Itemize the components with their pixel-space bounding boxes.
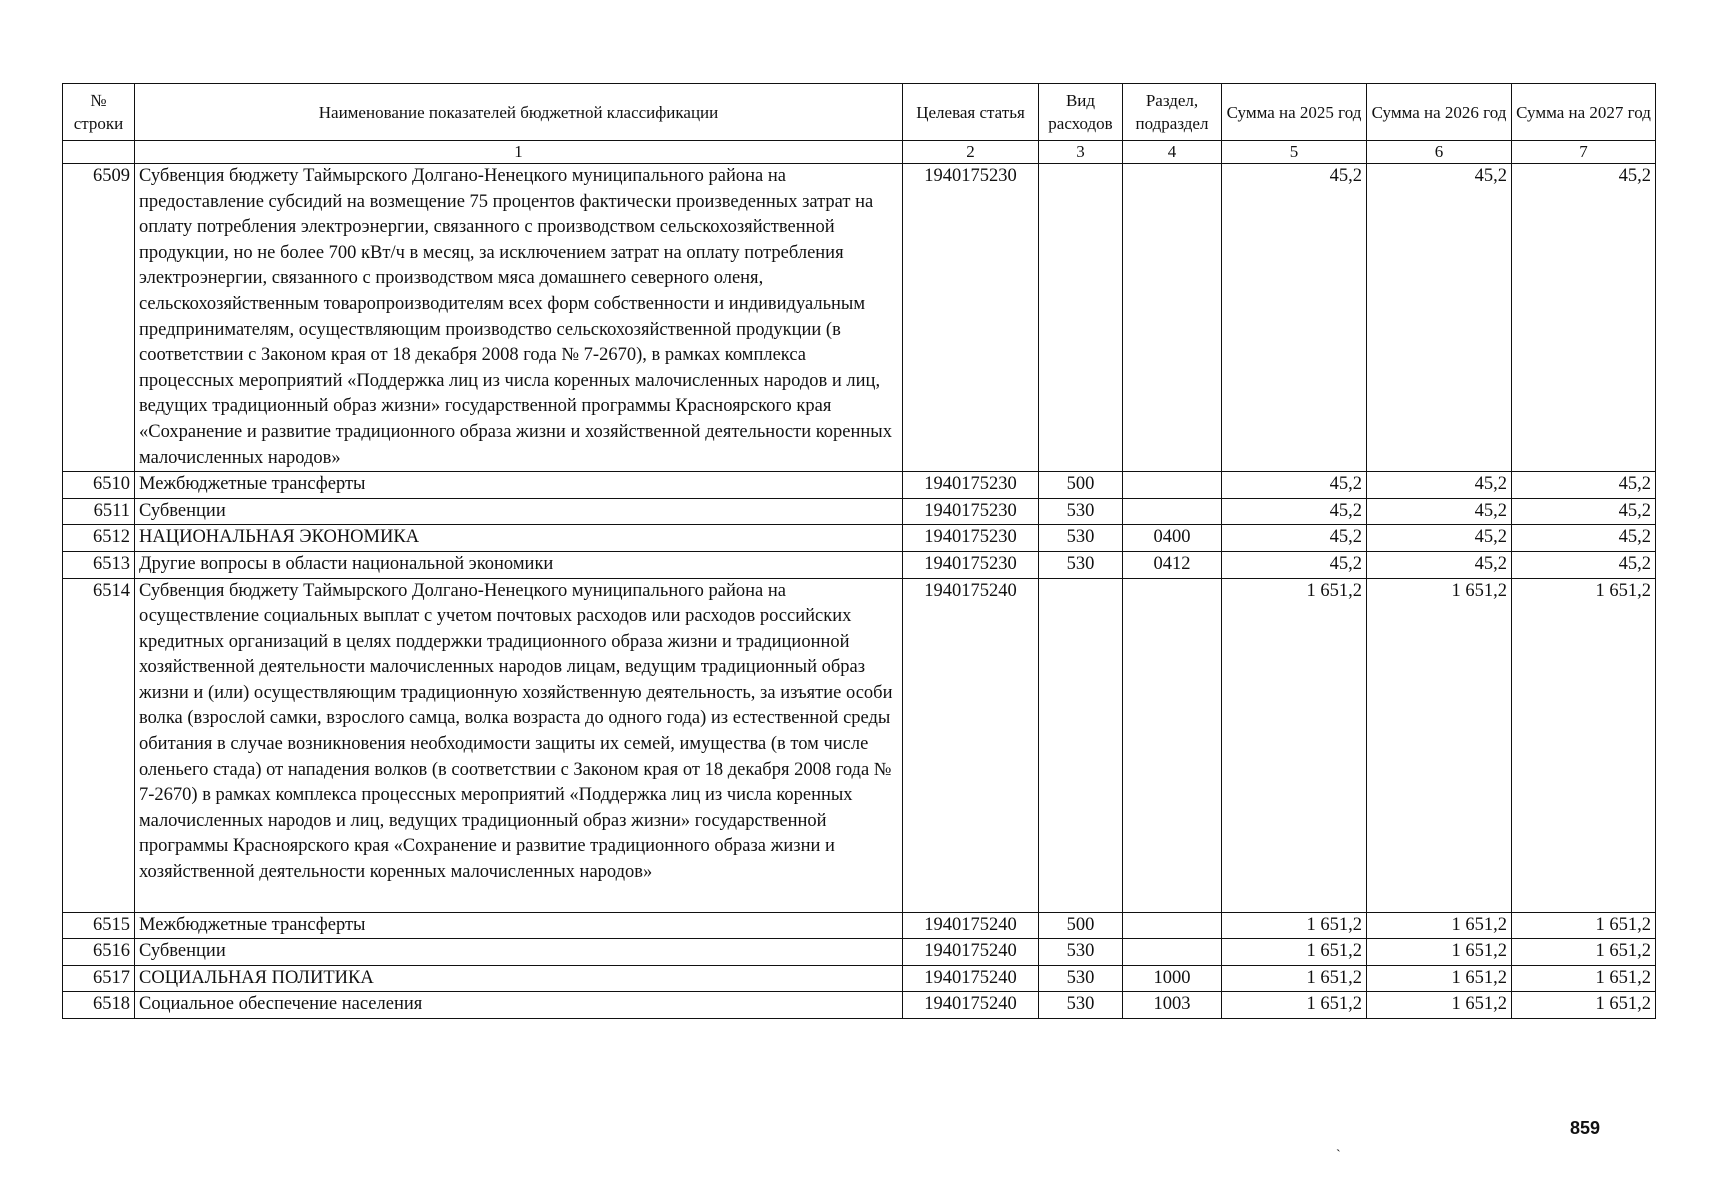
row-number: 6511 xyxy=(63,498,135,525)
row-sum-2027: 1 651,2 xyxy=(1512,965,1656,992)
row-section: 1000 xyxy=(1123,965,1222,992)
column-number: 5 xyxy=(1222,141,1367,164)
row-sum-2027: 1 651,2 xyxy=(1512,912,1656,939)
budget-table xyxy=(62,83,1656,1019)
row-name: Субвенция бюджету Таймырского Долгано-Ненецкого муниципального района на осуществление социальных выплат с учетом почтовых расходов или расходов российских кредитных организаций в целях поддержки традиционного образа жизни и традиционной хозяйственной деятельности малочисленных народов лицам, ведущим традиционный образ жизни и (или) осуществляющим традиционную хозяйственную деятельность, за изъятие особи волка (взрослой самки, взрослого самца, волка возраста до одного года) из естественной среды обитания в случае возникновения необходимости защиты их семей, имущества (в том числе оленьего стада) от нападения волков (в соответствии с Законом края от 18 декабря 2008 года № 7-2670) в рамках комплекса процессных мероприятий «Поддержка лиц из числа коренных малочисленных народов и лиц, ведущих традиционный образ жизни» государственной программы Красноярского края «Сохранение и развитие традиционного образа жизни и хозяйственной деятельности коренных малочисленных народов» xyxy=(135,578,903,912)
column-number xyxy=(63,141,135,164)
row-number: 6510 xyxy=(63,472,135,499)
row-number: 6516 xyxy=(63,939,135,966)
row-sum-2026: 45,2 xyxy=(1367,472,1512,499)
column-number: 3 xyxy=(1039,141,1123,164)
row-number: 6513 xyxy=(63,551,135,578)
table-row xyxy=(63,164,1656,472)
table-row xyxy=(63,551,1656,578)
row-target: 1940175230 xyxy=(903,164,1039,472)
row-sum-2026: 45,2 xyxy=(1367,525,1512,552)
row-target: 1940175240 xyxy=(903,578,1039,912)
row-section xyxy=(1123,472,1222,499)
row-sum-2025: 45,2 xyxy=(1222,525,1367,552)
row-sum-2025: 1 651,2 xyxy=(1222,965,1367,992)
row-target: 1940175240 xyxy=(903,992,1039,1019)
row-expense-type: 530 xyxy=(1039,498,1123,525)
row-section: 1003 xyxy=(1123,992,1222,1019)
row-expense-type xyxy=(1039,578,1123,912)
table-row xyxy=(63,965,1656,992)
row-sum-2025: 45,2 xyxy=(1222,164,1367,472)
row-name: Субвенции xyxy=(135,498,903,525)
row-sum-2027: 1 651,2 xyxy=(1512,992,1656,1019)
row-sum-2025: 45,2 xyxy=(1222,498,1367,525)
table-row xyxy=(63,912,1656,939)
row-target: 1940175240 xyxy=(903,912,1039,939)
row-sum-2025: 1 651,2 xyxy=(1222,939,1367,966)
row-name: НАЦИОНАЛЬНАЯ ЭКОНОМИКА xyxy=(135,525,903,552)
row-expense-type: 500 xyxy=(1039,472,1123,499)
row-expense-type: 530 xyxy=(1039,992,1123,1019)
header-target: Целевая статья xyxy=(903,84,1039,141)
row-name: Социальное обеспечение населения xyxy=(135,992,903,1019)
row-name: Межбюджетные трансферты xyxy=(135,472,903,499)
row-section xyxy=(1123,578,1222,912)
header-sum-2027: Сумма на 2027 год xyxy=(1512,84,1656,141)
row-name: СОЦИАЛЬНАЯ ПОЛИТИКА xyxy=(135,965,903,992)
row-name: Межбюджетные трансферты xyxy=(135,912,903,939)
row-target: 1940175230 xyxy=(903,498,1039,525)
table-row xyxy=(63,992,1656,1019)
row-target: 1940175230 xyxy=(903,551,1039,578)
header-sum-2025: Сумма на 2025 год xyxy=(1222,84,1367,141)
scan-speck: ` xyxy=(1336,1148,1341,1163)
row-sum-2025: 45,2 xyxy=(1222,551,1367,578)
row-number: 6514 xyxy=(63,578,135,912)
row-sum-2026: 1 651,2 xyxy=(1367,992,1512,1019)
row-number: 6512 xyxy=(63,525,135,552)
row-sum-2027: 1 651,2 xyxy=(1512,578,1656,912)
column-number: 2 xyxy=(903,141,1039,164)
row-section: 0412 xyxy=(1123,551,1222,578)
row-sum-2026: 45,2 xyxy=(1367,498,1512,525)
row-target: 1940175240 xyxy=(903,965,1039,992)
row-sum-2027: 45,2 xyxy=(1512,164,1656,472)
column-number: 4 xyxy=(1123,141,1222,164)
row-sum-2026: 1 651,2 xyxy=(1367,578,1512,912)
header-section: Раздел, подраздел xyxy=(1123,84,1222,141)
row-expense-type: 530 xyxy=(1039,965,1123,992)
table-row xyxy=(63,498,1656,525)
row-number: 6515 xyxy=(63,912,135,939)
row-section: 0400 xyxy=(1123,525,1222,552)
row-sum-2026: 45,2 xyxy=(1367,551,1512,578)
row-sum-2026: 1 651,2 xyxy=(1367,939,1512,966)
header-row-number: № строки xyxy=(63,84,135,141)
table-row xyxy=(63,578,1656,912)
row-name: Субвенции xyxy=(135,939,903,966)
row-sum-2027: 45,2 xyxy=(1512,525,1656,552)
row-number: 6517 xyxy=(63,965,135,992)
column-number: 6 xyxy=(1367,141,1512,164)
row-expense-type xyxy=(1039,164,1123,472)
row-sum-2026: 1 651,2 xyxy=(1367,912,1512,939)
row-section xyxy=(1123,164,1222,472)
table-row xyxy=(63,525,1656,552)
row-sum-2027: 45,2 xyxy=(1512,472,1656,499)
row-sum-2025: 1 651,2 xyxy=(1222,578,1367,912)
table-header xyxy=(63,84,1656,164)
row-sum-2026: 45,2 xyxy=(1367,164,1512,472)
row-sum-2027: 1 651,2 xyxy=(1512,939,1656,966)
row-number: 6509 xyxy=(63,164,135,472)
row-section xyxy=(1123,912,1222,939)
row-expense-type: 530 xyxy=(1039,551,1123,578)
row-target: 1940175240 xyxy=(903,939,1039,966)
row-name: Субвенция бюджету Таймырского Долгано-Ненецкого муниципального района на предоставление субсидий на возмещение 75 процентов фактически произведенных затрат на оплату потребления электроэнергии, связанного с производством сельскохозяйственной продукции, но не более 700 кВт/ч в месяц, за исключением затрат на оплату потребления электроэнергии, связанного с производством мяса домашнего северного оленя, сельскохозяйственным товаропроизводителям всех форм собственности и индивидуальным предпринимателям, осуществляющим производство сельскохозяйственной продукции (в соответствии с Законом края от 18 декабря 2008 года № 7-2670), в рамках комплекса процессных мероприятий «Поддержка лиц из числа коренных малочисленных народов и лиц, ведущих традиционный образ жизни» государственной программы Красноярского края «Сохранение и развитие традиционного образа жизни и хозяйственной деятельности коренных малочисленных народов» xyxy=(135,164,903,472)
column-number-row xyxy=(63,141,1656,164)
row-target: 1940175230 xyxy=(903,472,1039,499)
row-section xyxy=(1123,498,1222,525)
row-sum-2025: 1 651,2 xyxy=(1222,992,1367,1019)
header-name: Наименование показателей бюджетной классификации xyxy=(135,84,903,141)
row-expense-type: 500 xyxy=(1039,912,1123,939)
header-expense-type: Вид расходов xyxy=(1039,84,1123,141)
table-row xyxy=(63,939,1656,966)
row-sum-2025: 1 651,2 xyxy=(1222,912,1367,939)
column-number: 7 xyxy=(1512,141,1656,164)
row-target: 1940175230 xyxy=(903,525,1039,552)
row-sum-2027: 45,2 xyxy=(1512,498,1656,525)
table-body xyxy=(63,164,1656,1019)
row-number: 6518 xyxy=(63,992,135,1019)
header-sum-2026: Сумма на 2026 год xyxy=(1367,84,1512,141)
table-row xyxy=(63,472,1656,499)
row-sum-2027: 45,2 xyxy=(1512,551,1656,578)
column-number: 1 xyxy=(135,141,903,164)
row-name: Другие вопросы в области национальной экономики xyxy=(135,551,903,578)
row-section xyxy=(1123,939,1222,966)
row-expense-type: 530 xyxy=(1039,939,1123,966)
row-sum-2026: 1 651,2 xyxy=(1367,965,1512,992)
page-number: 859 xyxy=(1570,1118,1601,1138)
row-sum-2025: 45,2 xyxy=(1222,472,1367,499)
header-row xyxy=(63,84,1656,141)
row-expense-type: 530 xyxy=(1039,525,1123,552)
